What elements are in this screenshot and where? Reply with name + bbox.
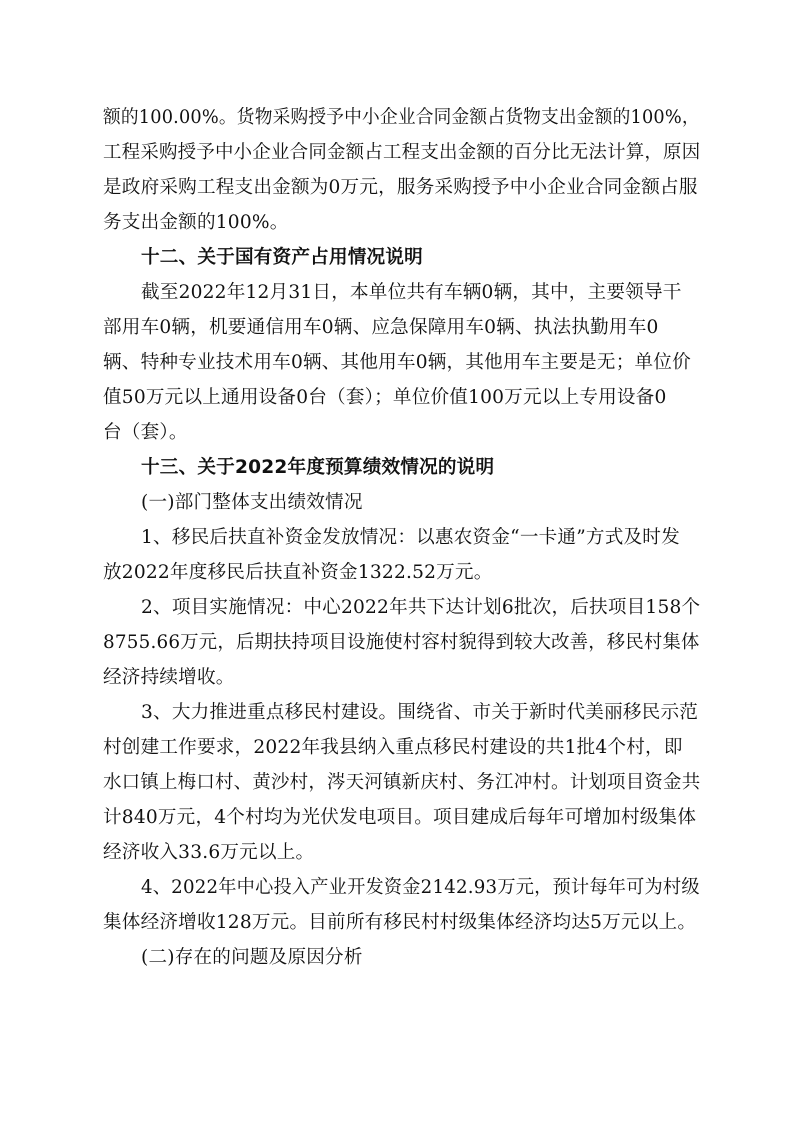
paragraph-line: 部用车0辆，机要通信用车0辆、应急保障用车0辆、执法执勤用车0	[103, 317, 659, 338]
paragraph-line: 放2022年度移民后扶直补资金1322.52万元。	[103, 562, 493, 583]
sub-heading: (一)部门整体支出绩效情况	[141, 492, 363, 513]
paragraph-line: 经济收入33.6万元以上。	[103, 842, 315, 863]
paragraph-line: 是政府采购工程支出金额为0万元，服务采购授予中小企业合同金额占服	[103, 177, 698, 198]
paragraph-line: 水口镇上梅口村、黄沙村，涔天河镇新庆村、务江冲村。计划项目资金共	[103, 772, 701, 793]
paragraph-line: 经济持续增收。	[103, 667, 235, 688]
paragraph-line: 额的100.00%。货物采购授予中小企业合同金额占货物支出金额的100%，	[103, 107, 700, 128]
paragraph-line: 4、2022年中心投入产业开发资金2142.93万元，预计每年可为村级	[141, 877, 700, 898]
paragraph-line: 3、大力推进重点移民村建设。围绕省、市关于新时代美丽移民示范	[141, 702, 699, 723]
paragraph-line: 台（套）。	[103, 422, 188, 443]
section-heading: 十三、关于2022年度预算绩效情况的说明	[141, 457, 495, 478]
sub-heading: (二)存在的问题及原因分析	[141, 947, 363, 968]
paragraph-line: 值50万元以上通用设备0台（套）；单位价值100万元以上专用设备0	[103, 387, 667, 408]
paragraph-line: 务支出金额的100%。	[103, 212, 289, 233]
paragraph-line: 村创建工作要求，2022年我县纳入重点移民村建设的共1批4个村，即	[103, 737, 683, 758]
section-heading: 十二、关于国有资产占用情况说明	[141, 247, 423, 268]
paragraph-line: 计840万元，4个村均为光伏发电项目。项目建成后每年可增加村级集体	[103, 807, 697, 828]
paragraph-line: 工程采购授予中小企业合同金额占工程支出金额的百分比无法计算，原因	[103, 142, 701, 163]
paragraph-line: 辆、特种专业技术用车0辆、其他用车0辆，其他用车主要是无；单位价	[103, 352, 691, 373]
paragraph-line: 1、移民后扶直补资金发放情况：以惠农资金“一卡通”方式及时发	[141, 527, 680, 548]
paragraph-line: 8755.66万元，后期扶持项目设施使村容村貌得到较大改善，移民村集体	[103, 632, 700, 653]
paragraph-line: 2、项目实施情况：中心2022年共下达计划6批次，后扶项目158个	[141, 597, 701, 618]
paragraph-line: 截至2022年12月31日，本单位共有车辆0辆，其中，主要领导干	[141, 282, 682, 303]
paragraph-line: 集体经济增收128万元。目前所有移民村村级集体经济均达5万元以上。	[103, 912, 697, 933]
